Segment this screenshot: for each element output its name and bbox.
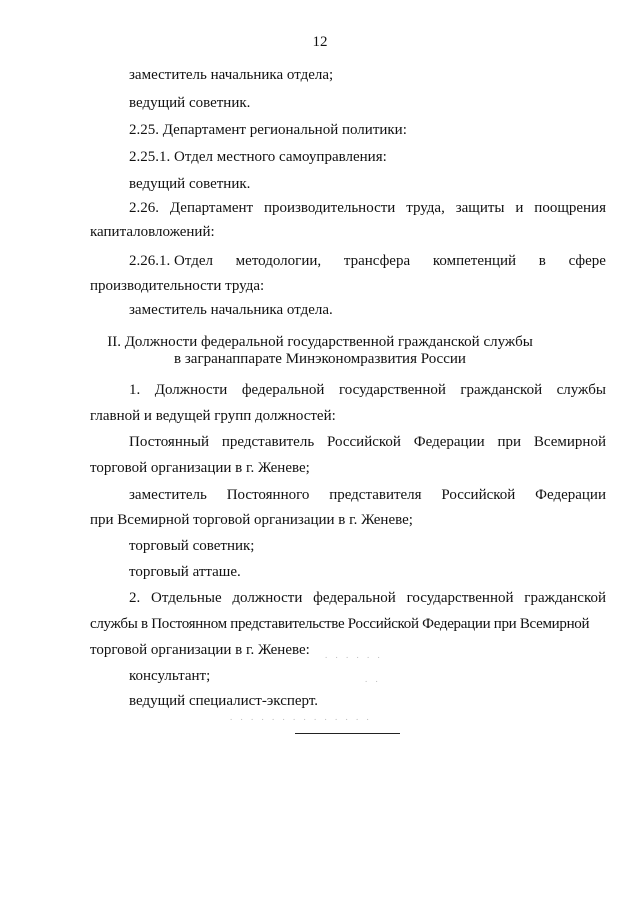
word: при	[497, 434, 522, 450]
text-line: торговый атташе.	[129, 564, 241, 580]
subsection-heading-justified	[129, 252, 606, 270]
chapter-heading-line-1: II. Должности федеральной государственной гражданской службы	[107, 334, 533, 350]
word: Российской	[441, 487, 516, 503]
text-line: заместитель начальника отдела;	[129, 67, 334, 83]
text-line: производительности труда:	[90, 278, 265, 294]
word: трансфера	[343, 253, 411, 269]
closing-rule	[295, 733, 400, 734]
text-line: ведущий советник.	[129, 95, 251, 111]
word: поощрения	[534, 200, 606, 216]
text-line: торговый советник;	[129, 538, 255, 554]
word: и	[515, 200, 524, 216]
text-line: торговой организации в г. Женеве;	[90, 460, 310, 476]
word: Постоянного	[226, 487, 310, 503]
paragraph-justified	[129, 486, 606, 504]
word: должности	[232, 590, 303, 606]
text-line: главной и ведущей групп должностей:	[90, 408, 336, 424]
word: заместитель	[129, 487, 207, 503]
text-line: капиталовложений:	[90, 224, 215, 240]
section-heading-justified	[129, 199, 606, 217]
word: Российской	[327, 434, 401, 450]
subsection-heading: 2.25.1. Отдел местного самоуправления:	[129, 149, 387, 165]
text-line: ведущий специалист-эксперт.	[129, 693, 319, 709]
word: государственной	[338, 382, 446, 398]
word: 2.26.	[129, 200, 159, 216]
paragraph-justified	[129, 381, 606, 399]
word: защиты	[455, 200, 505, 216]
word: Всемирной	[533, 434, 606, 450]
word: труда,	[406, 200, 445, 216]
text-line: ведущий советник.	[129, 176, 251, 192]
scan-speckle: . . . . . . . . . . . . . .	[230, 712, 372, 722]
word: Должности	[154, 382, 228, 398]
word: Департамент	[169, 200, 254, 216]
chapter-heading-line-2: в загранаппарате Минэкономразвития России	[174, 351, 466, 367]
scan-speckle: . .	[365, 674, 381, 684]
paragraph-justified	[129, 589, 606, 607]
word: представитель	[221, 434, 315, 450]
word: методологии,	[235, 253, 322, 269]
word: Постоянный	[129, 434, 209, 450]
paragraph-justified	[129, 433, 606, 451]
word: федеральной	[313, 590, 396, 606]
word: гражданской	[460, 382, 543, 398]
word: 2.26.1. Отдел	[129, 253, 213, 269]
text-line: торговой организации в г. Женеве:	[90, 642, 310, 658]
word: представителя	[329, 487, 422, 503]
word: государственной	[406, 590, 514, 606]
word: Отдельные	[151, 590, 222, 606]
word: в	[538, 253, 546, 269]
scan-speckle: . . . . . .	[325, 650, 383, 660]
page-number: 12	[312, 34, 328, 50]
word: службы	[556, 382, 606, 398]
text-line: заместитель начальника отдела.	[129, 302, 333, 318]
text-line: службы в Постоянном представительстве Российской Федерации при Всемирной	[90, 616, 590, 632]
text-line: консультант;	[129, 668, 211, 684]
word: федеральной	[241, 382, 325, 398]
word: сфере	[568, 253, 606, 269]
word: гражданской	[524, 590, 606, 606]
word: 1.	[129, 382, 141, 398]
word: 2.	[129, 590, 141, 606]
word: производительности	[263, 200, 396, 216]
word: Федерации	[535, 487, 606, 503]
word: компетенций	[432, 253, 517, 269]
word: Федерации	[413, 434, 485, 450]
text-line: при Всемирной торговой организации в г. Женеве;	[90, 512, 413, 528]
section-heading: 2.25. Департамент региональной политики:	[129, 122, 407, 138]
